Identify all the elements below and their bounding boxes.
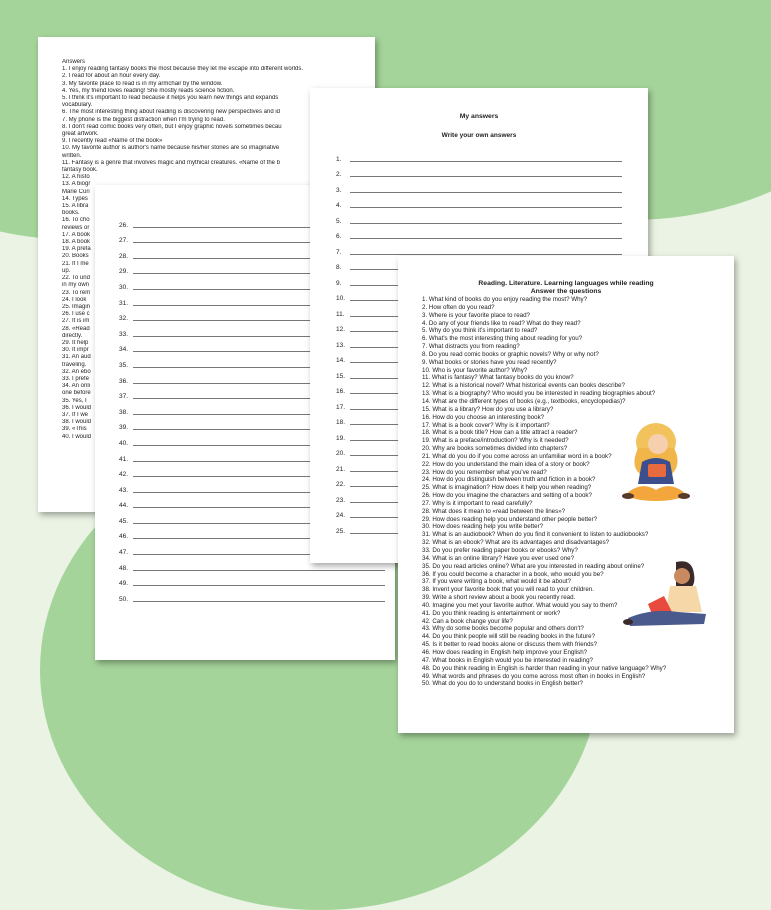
answer-line-number: 15. [336,372,346,380]
list-item: 17. What is a book cover? Why is it important? [422,421,550,429]
list-item: 43. Why do some books become popular and others don't? [422,625,584,633]
list-item: 15. A libra [62,203,89,210]
answer-line-rule[interactable] [350,170,622,177]
answer-line-number: 42. [119,471,129,479]
answer-line-number: 44. [119,502,129,510]
answer-line-number: 13. [336,341,346,349]
list-item: 37. If you were writing a book, what would it be about? [422,578,571,586]
woman-reading-illustration [622,556,708,628]
list-item: 46. How does reading in English help improve your English? [422,648,588,656]
list-item: 12. A histo [62,174,90,181]
list-item: 7. What distracts you from reading? [422,343,520,351]
answer-line-number: 18. [336,419,346,426]
questions-page-subtitle: Answer the questions [530,288,602,295]
list-item: 47. What books in English would you be interested in reading? [422,656,593,664]
list-item: 21. If I me [62,260,89,267]
answer-line-number: 14. [336,357,346,364]
answer-line-rule[interactable] [350,232,622,239]
list-item: great artwork. [62,131,99,138]
list-item: 24. How do you distinguish between truth and fiction in a book? [422,476,596,484]
answer-line-number: 1. [336,155,342,163]
answer-line-number: 45. [119,517,129,525]
list-item: 9. What books or stories have you read recently? [422,358,557,366]
answer-line-number: 25. [336,527,346,535]
list-item: directly. [62,332,83,339]
list-item: 3. My favorite place to read is in my armchair by the window. [62,80,223,87]
answer-line-number: 30. [119,283,129,291]
list-item: 26. How do you imagine the characters and setting of a book? [422,492,592,500]
list-item: 31. What is an audiobook? When do you find it convenient to listen to audiobooks? [422,531,649,539]
list-item: 10. Who is your favorite author? Why? [422,366,528,374]
answer-line-number: 26. [119,221,129,229]
answer-line-rule[interactable] [350,186,622,193]
list-item: 25. What is imagination? How does it help you when reading? [422,484,592,492]
answer-line-rule[interactable] [133,579,385,586]
list-item: 19. What is a preface/introduction? Why is it needed? [422,437,569,445]
list-item: 45. Is it better to read books alone or discuss them with friends? [422,641,598,649]
answer-line-row [119,572,385,588]
list-item: 7. My phone is the biggest distraction when I'm trying to read. [62,116,225,123]
list-item: 2. How often do you read? [422,303,495,311]
list-item: 42. Can a book change your life? [422,617,513,625]
answer-line-number: 37. [119,393,129,401]
list-item: 16. How do you choose an interesting book? [422,413,545,421]
questions-page [398,256,734,733]
list-item: 26. I use c [62,311,90,318]
list-item: 16. To cho [62,217,90,224]
answer-line-number: 50. [119,595,129,603]
list-item: fantasy book. [62,167,98,174]
answer-line-number: 40. [119,439,129,447]
list-item: 31. An aud [62,354,91,361]
list-item: 35. Do you read articles online? What are you interested in reading about online? [422,562,645,570]
answer-line-number: 29. [119,268,129,276]
list-item: 44. Do you think people will still be reading books in the future? [422,633,596,641]
answer-line-rule[interactable] [133,595,385,602]
list-item: 39. «This [62,426,87,433]
list-item: 9. I recently read «Name of the book» [62,138,163,145]
list-item: 8. Do you read comic books or graphic novels? Why or why not? [422,350,599,358]
answer-line-number: 8. [336,264,342,271]
answer-line-number: 35. [119,361,129,369]
answer-line-number: 6. [336,233,342,240]
list-item: 17. A book [62,231,91,238]
answer-line-number: 32. [119,315,129,323]
questions-page-title: Reading. Literature. Learning languages while reading [478,280,654,287]
answer-line-rule[interactable] [350,201,622,208]
list-item: 14. What are the different types of books (e.g., textbooks, encyclopedias)? [422,397,626,405]
my-answers-subtitle: Write your own answers [441,132,517,139]
list-item: up. [62,267,71,274]
list-item: 3. Where is your favorite place to read? [422,311,530,319]
answer-line-number: 27. [119,237,129,245]
answer-line-number: 36. [119,377,129,385]
list-item: 29. How does reading help you understand other people better? [422,515,598,523]
list-item: 34. What is an online library? Have you ever used one? [422,554,575,562]
list-item: 34. An onli [62,383,91,390]
list-item: 5. Why do you think it's important to read? [422,327,538,335]
answer-line-number: 23. [336,496,346,504]
answer-line-number: 47. [119,549,129,557]
answer-line-number: 24. [336,512,346,519]
answer-line-rule[interactable] [350,248,622,255]
answer-line-number: 28. [119,252,129,260]
list-item: 40. I would [62,433,92,440]
answer-line-number: 38. [119,408,129,416]
list-item: one before [62,390,91,397]
answer-line-number: 3. [336,186,342,194]
list-item: written. [62,152,82,159]
answer-line-number: 33. [119,330,129,338]
list-item: 19. A prefa [62,246,91,253]
list-item: 36. I would [62,404,92,411]
list-item: 11. Fantasy is a genre that involves magic and mythical creatures. «Name of the b [62,159,280,166]
list-item: 1. What kind of books do you enjoy reading the most? Why? [422,296,588,303]
list-item: 50. What do you do to understand books in English better? [422,680,583,688]
answer-line-number: 22. [336,481,346,488]
answer-line-row [336,147,622,163]
list-item: 27. Why is it important to read carefully? [422,499,533,507]
answer-line-number: 17. [336,403,346,411]
list-item: 20. Books [62,253,89,260]
answer-line-number: 16. [336,388,346,395]
list-item: 23. How do you remember what you've read? [422,468,547,476]
list-item: 6. The most interesting thing about reading is discovering new perspectives and id [62,109,281,116]
list-item: 14. Types [62,195,88,202]
list-item: 4. Do any of your friends like to read? What do they read? [422,319,581,327]
list-item: 13. What is a biography? Who would you be interested in reading biographies about? [422,390,656,398]
answer-line-row [119,587,385,603]
list-item: 27. It is im [62,318,90,325]
answers-heading: Answers [62,59,86,65]
list-item: 35. Yes, I [62,397,87,404]
answer-line-rule[interactable] [350,217,622,224]
answer-line-row [336,163,622,179]
list-item: 33. I prefe [62,375,90,382]
list-item: 25. Imagin [62,303,91,310]
answer-line-number: 46. [119,533,129,541]
list-item: 6. What's the most interesting thing about reading for you? [422,335,583,343]
list-item: Marie Curi [62,188,90,195]
list-item: vocabulary. [62,102,93,109]
answer-line-rule[interactable] [133,564,385,571]
answer-line-number: 41. [119,455,129,463]
answer-line-number: 31. [119,299,129,307]
list-item: 29. It help [62,339,89,346]
list-item: 18. What is a book title? How can a title attract a reader? [422,429,578,437]
list-item: 11. What is fantasy? What fantasy books do you know? [422,374,574,382]
answer-line-number: 39. [119,424,129,432]
list-item: 41. Do you think reading is entertainment or work? [422,609,561,617]
list-item: reviews or [62,224,90,231]
list-item: in my own [62,282,90,289]
list-item: 30. How does reading help you write better? [422,523,544,531]
answer-line-number: 2. [336,171,342,178]
list-item: 36. If you could become a character in a book, who would you be? [422,570,604,578]
my-answers-title: My answers [459,113,499,120]
list-item: 39. Write a short review about a book you recently read. [422,594,576,602]
answer-line-number: 49. [119,580,129,588]
list-item: 22. How do you understand the main idea of a story or book? [422,460,590,468]
answer-line-number: 19. [336,434,346,442]
answer-line-number: 20. [336,450,346,457]
answer-line-rule[interactable] [350,155,622,162]
girl-reading-illustration [620,418,692,504]
list-item: 37. If I we [62,411,89,418]
answer-line-number: 34. [119,346,129,354]
list-item: 49. What words and phrases do you come across most often in books in English? [422,672,646,680]
list-item: 20. Why are books sometimes divided into chapters? [422,445,568,453]
answer-line-number: 43. [119,486,129,494]
answer-line-row [336,178,622,194]
answer-line-number: 12. [336,326,346,333]
list-item: 22. To und [62,275,90,282]
list-item: 38. Invent your favorite book that you will read to your children. [422,586,594,594]
list-item: 30. It impr [62,347,89,354]
list-item: traveling. [62,361,87,368]
list-item: 1. I enjoy reading fantasy books the most because they let me escape into different worlds. [62,66,304,73]
list-item: 13. A biogr [62,181,91,188]
list-item: 12. What is a historical novel? What historical events can books describe? [422,382,625,390]
list-item: 18. A book [62,239,91,246]
list-item: 32. What is an ebook? What are its advantages and disadvantages? [422,539,610,547]
list-item: 28. What does it mean to «read between the lines»? [422,507,566,515]
list-item: 15. What is a library? How do you use a library? [422,405,554,413]
list-item: 23. To rem [62,289,91,296]
answer-line-number: 48. [119,564,129,572]
list-item: 40. Imagine you met your favorite author. What would you say to them? [422,601,618,609]
answer-line-number: 21. [336,465,346,473]
list-item: 5. I think it's important to read because it helps you learn new things and expands [62,95,279,102]
answer-line-number: 7. [336,248,342,256]
list-item: 48. Do you think reading in English is harder than reading in your native language? Why? [422,664,667,672]
answer-line-row [336,240,622,256]
answer-line-number: 10. [336,295,346,302]
list-item: 2. I read for about an hour every day. [62,73,161,80]
questions-title [398,280,734,296]
list-item: 24. I look [62,296,87,303]
answer-line-row [336,225,622,241]
answer-line-row [336,194,622,210]
list-item: 8. I don't read comic books very often, but I enjoy graphic novels sometimes becau [62,123,282,130]
list-item: 28. «Read [62,325,90,332]
answer-line-number: 4. [336,202,342,209]
list-item: 4. Yes, my friend loves reading! She mostly reads science fiction. [62,87,235,94]
list-item: books. [62,210,80,217]
list-item: 32. An ebo [62,368,91,375]
answer-line-row [336,209,622,225]
list-item: 10. My favorite author is author's name because his/her stories are so imaginative [62,145,280,152]
list-item: 21. What do you do if you come across an unfamiliar word in a book? [422,452,612,460]
list-item: 38. I would [62,419,92,426]
list-item: 33. Do you prefer reading paper books or ebooks? Why? [422,547,578,554]
answer-line-number: 9. [336,279,342,287]
answer-line-number: 11. [336,310,345,318]
answer-line-number: 5. [336,217,342,225]
